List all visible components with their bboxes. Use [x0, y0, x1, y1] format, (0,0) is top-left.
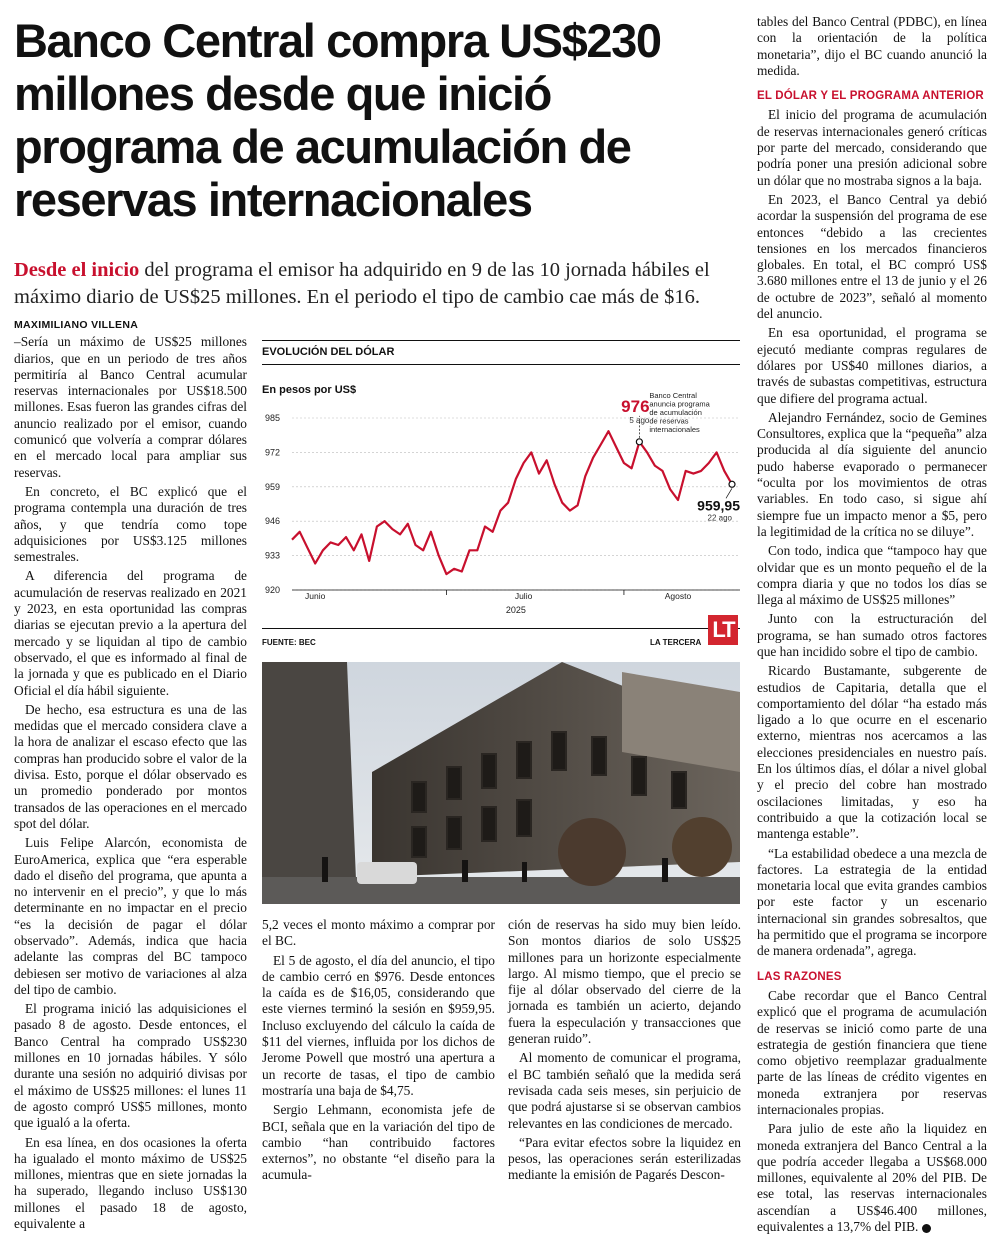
peak-value-label: 976	[621, 396, 650, 416]
section-heading: EL DÓLAR Y EL PROGRAMA ANTERIOR	[757, 90, 984, 103]
y-tick-label: 920	[264, 585, 280, 595]
paragraph: El 5 de agosto, el día del anuncio, el tipo de cambio cerró en $976. Desde entonces la caída es de $16,05, considerando que este viernes terminó la sesión en $959,95. Incluso excluyendo del cálculo la caída de $11 del viernes, influida por los dichos de Jerome Powell que mostró una apertura a un recorte de tasas, el tipo de cambio mostraría una baja de $4,75.	[262, 952, 495, 1098]
lead-text: del programa el emisor ha adquirido en 9 de las 10 jornada hábiles el máximo diario de US$25 millones. En el periodo el tipo de cambio cae más de $16.	[14, 259, 710, 308]
y-tick-label: 959	[264, 481, 280, 492]
paragraph: 5,2 veces el monto máximo a comprar por el BC.	[262, 917, 495, 949]
paragraph: En esa oportunidad, el programa se ejecutó mediante compras regulares de dólares por US$40 millones diarios, a través de subastas competitivas, estructura que difiere del programa actual.	[757, 325, 987, 406]
peak-note-line: de acumulación	[649, 407, 702, 417]
peak-note-line: Banco Central	[649, 390, 697, 400]
paragraph: tables del Banco Central (PDBC), en línea con la orientación de la política monetaria”, dijo el BC cuando anunció la medida.	[757, 14, 987, 78]
chart-publisher: LA TERCERA	[650, 638, 702, 647]
chart-title: EVOLUCIÓN DEL DÓLAR	[262, 346, 395, 358]
paragraph: Con todo, indica que “tampoco hay que olvidar que es un monto pequeño el de la compra diaria y que no todos los días se llega al máximo de US$25 millones”	[757, 543, 987, 608]
column-2	[262, 917, 495, 1187]
paragraph: Alejandro Fernández, socio de Gemines Consultores, explica que la “pequeña” alza producida al día siguiente del anuncio pudo haberse evaporado o permanecer “oculta por los movimientos de otras variables. En todo caso, si sigue ahí siempre fue un impacto menor a $5, pero la legitimidad de la crítica no se diluye”.	[757, 409, 987, 539]
peak-note-line: anuncia programa	[649, 399, 710, 409]
paragraph: De hecho, esa estructura es una de las medidas que el mercado considera clave a la hora de analizar el escaso efecto que las compras han producido sobre el valor de la divisa. Esto, porque el dólar observado es un promedio ponderado por montos transados de las operaciones en el mercado spot del dólar.	[14, 701, 247, 831]
paragraph: Al momento de comunicar el programa, el BC también señaló que la medida será revisada cada seis meses, sin perjuicio de que podrá ajustarse si se observan cambios relevantes en las condiciones de mercado.	[508, 1050, 741, 1131]
x-year-label: 2025	[505, 605, 526, 615]
paragraph: “La estabilidad obedece a una mezcla de factores. La estrategia de la entidad monetaria local que evita grandes cambios por este factor y un escenario internacional sin grandes sobresaltos, que ha permitido que el programa se incorpore de manera ordenada”, agrega.	[757, 845, 987, 959]
section-heading: LAS RAZONES	[757, 970, 842, 983]
last-value-label: 959,95	[697, 497, 740, 514]
column-4	[757, 14, 987, 1238]
paragraph: Luis Felipe Alarcón, economista de EuroAmerica, explica que “era esperable dado el diseño del programa, que apunta a no intervenir en el precio”, y que lo más determinante en no impactar en el precio “es la decisión de pagar el dólar observado”. Además, indica que hacia adelante las compras del BC tampoco debiesen ser motivo de variaciones al alza del tipo de cambio.	[14, 835, 247, 997]
paragraph: ción de reservas ha sido muy bien leído. Son montos diarios de solo US$25 millones para un horizonte especialmente largo. Al mismo tiempo, que el precio se fije al dólar observado del cierre de la jornada es también un acierto, dejando fuera la especulación y transacciones que generan ruido”.	[508, 917, 741, 1047]
dollar-chart	[262, 340, 740, 652]
paragraph: El inicio del programa de acumulación de reservas internacionales generó críticas por parte del mercado, considerando que podría poner una presión adicional sobre un dólar que no mostraba signos a la baja.	[757, 107, 987, 188]
paragraph: Cabe recordar que el Banco Central explicó que el programa de acumulación de reservas se inició como parte de una estrategia de gestión financiera que tiene como objetivo reemplazar gradualmente parte de las líneas de crédito vigentes en moneda extranjera por reservas internacionales propias.	[757, 987, 987, 1117]
chart-plot	[262, 340, 740, 652]
lead-kicker: Desde el inicio	[14, 259, 140, 281]
paragraph: A diferencia del programa de acumulación de reservas realizado en 2021 y 2023, en esta oportunidad las compras diarias se ejecutan previo a la apertura del mercado y se liquidan al tipo de cambio observado, el que es informado al final de la jornada y que es publicado en el Diario Oficial el día hábil siguiente.	[14, 568, 247, 698]
paragraph: Junto con la estructuración del programa, se han sumado otros factores que han incidido sobre el tipo de cambio.	[757, 611, 987, 659]
column-3	[508, 917, 741, 1187]
chart-bottom-rule	[262, 628, 740, 629]
y-tick-label: 972	[264, 447, 280, 458]
headline: Banco Central compra US$230 millones desde que inició programa de acumulación de reservas internacionales	[14, 14, 661, 226]
y-tick-label: 933	[264, 550, 280, 561]
x-month-label: Julio	[514, 591, 533, 601]
paragraph-text: Para julio de este año la liquidez en moneda extranjera del Banco Central a la que podría acceder llegaba a US$68.000 millones, equivalente al 20% del PIB. De ese total, las reservas internacionales ascendían a US$46.400 millones, equivalentes a 13,7% del PIB.	[757, 1121, 987, 1235]
byline: MAXIMILIANO VILLENA	[14, 319, 139, 331]
paragraph: Ricardo Bustamante, subgerente de estudios de Capitaria, detalla que el comportamiento del dólar “ha estado más ligado a lo que ocurre en el escenario externo, mientras nos acercamos a las elecciones presidenciales en nuestro país. En los últimos días, el dólar a nivel global y el precio del cobre han mostrado oscilaciones limitadas, y eso ha contribuido a que la cotización local se mantenga estable”.	[757, 663, 987, 842]
last-marker	[729, 481, 735, 487]
x-month-label: Agosto	[664, 591, 692, 601]
paragraph: En 2023, el Banco Central ya debió acordar la suspensión del programa de ese entonces “debido a las crecientes tensiones en los mercados financieros globales. En total, el BC compró US$ 3.680 millones entre el 13 de junio y el 26 de octubre de 2023”, señaló al momento del anuncio.	[757, 191, 987, 322]
end-mark-icon	[922, 1224, 931, 1233]
paragraph: En concreto, el BC explicó que el programa contempla una duración de tres años, y que tendría como tope adquisiciones por US$3.125 millones semestrales.	[14, 483, 247, 565]
chart-y-label: En pesos por US$	[262, 384, 357, 396]
x-month-label: Junio	[304, 591, 326, 601]
paragraph	[757, 1121, 987, 1235]
paragraph: El programa inició las adquisiciones el pasado 8 de agosto. Desde entonces, el Banco Central ha comprado US$230 millones en 10 jornadas hábiles. Y sólo durante una sesión no adquirió divisas por el máximo de US$25 millones: el lunes 11 de agosto compró US$5 millones, monto que igualó a la oferta.	[14, 1001, 247, 1131]
banco-central-photo	[262, 662, 740, 904]
peak-note-line: internacionales	[649, 424, 700, 434]
y-tick-label: 946	[264, 516, 280, 527]
la-tercera-logo: LT	[708, 615, 738, 645]
lead-paragraph	[14, 257, 744, 311]
paragraph: “Para evitar efectos sobre la liquidez en pesos, las operaciones serán esterilizadas mediante la emisión de Pagarés Descon-	[508, 1134, 741, 1183]
peak-note-label	[649, 391, 710, 434]
peak-note-line: de reservas	[649, 416, 689, 426]
paragraph: Sergio Lehmann, economista jefe de BCI, señala que en la variación del tipo de cambio “han contribuido factores externos”, no obstante “el diseño para la acumula-	[262, 1102, 495, 1183]
last-date-label: 22 ago	[707, 513, 732, 523]
paragraph: En esa línea, en dos ocasiones la oferta ha igualado el monto máximo de US$25 millones, mientras que en siete jornadas la ha superado, llegando incluso US$130 millones el pasado 18 de agosto, equivalente a	[14, 1134, 247, 1232]
chart-source: FUENTE: BEC	[262, 638, 316, 647]
y-tick-label: 985	[264, 413, 280, 423]
column-1	[14, 317, 247, 1235]
peak-date-label: 5 ago	[629, 415, 650, 425]
paragraph: –Sería un máximo de US$25 millones diarios, que en un periodo de tres años permitiría al Banco Central acumular reservas internacionales por US$18.500 millones. Esas fueron las grandes cifras del anuncio realizado por el emisor, cuando comunicó que volvería a comprar dólares en el mercado local para ampliar sus reservas.	[14, 334, 247, 480]
peak-marker	[636, 439, 642, 445]
